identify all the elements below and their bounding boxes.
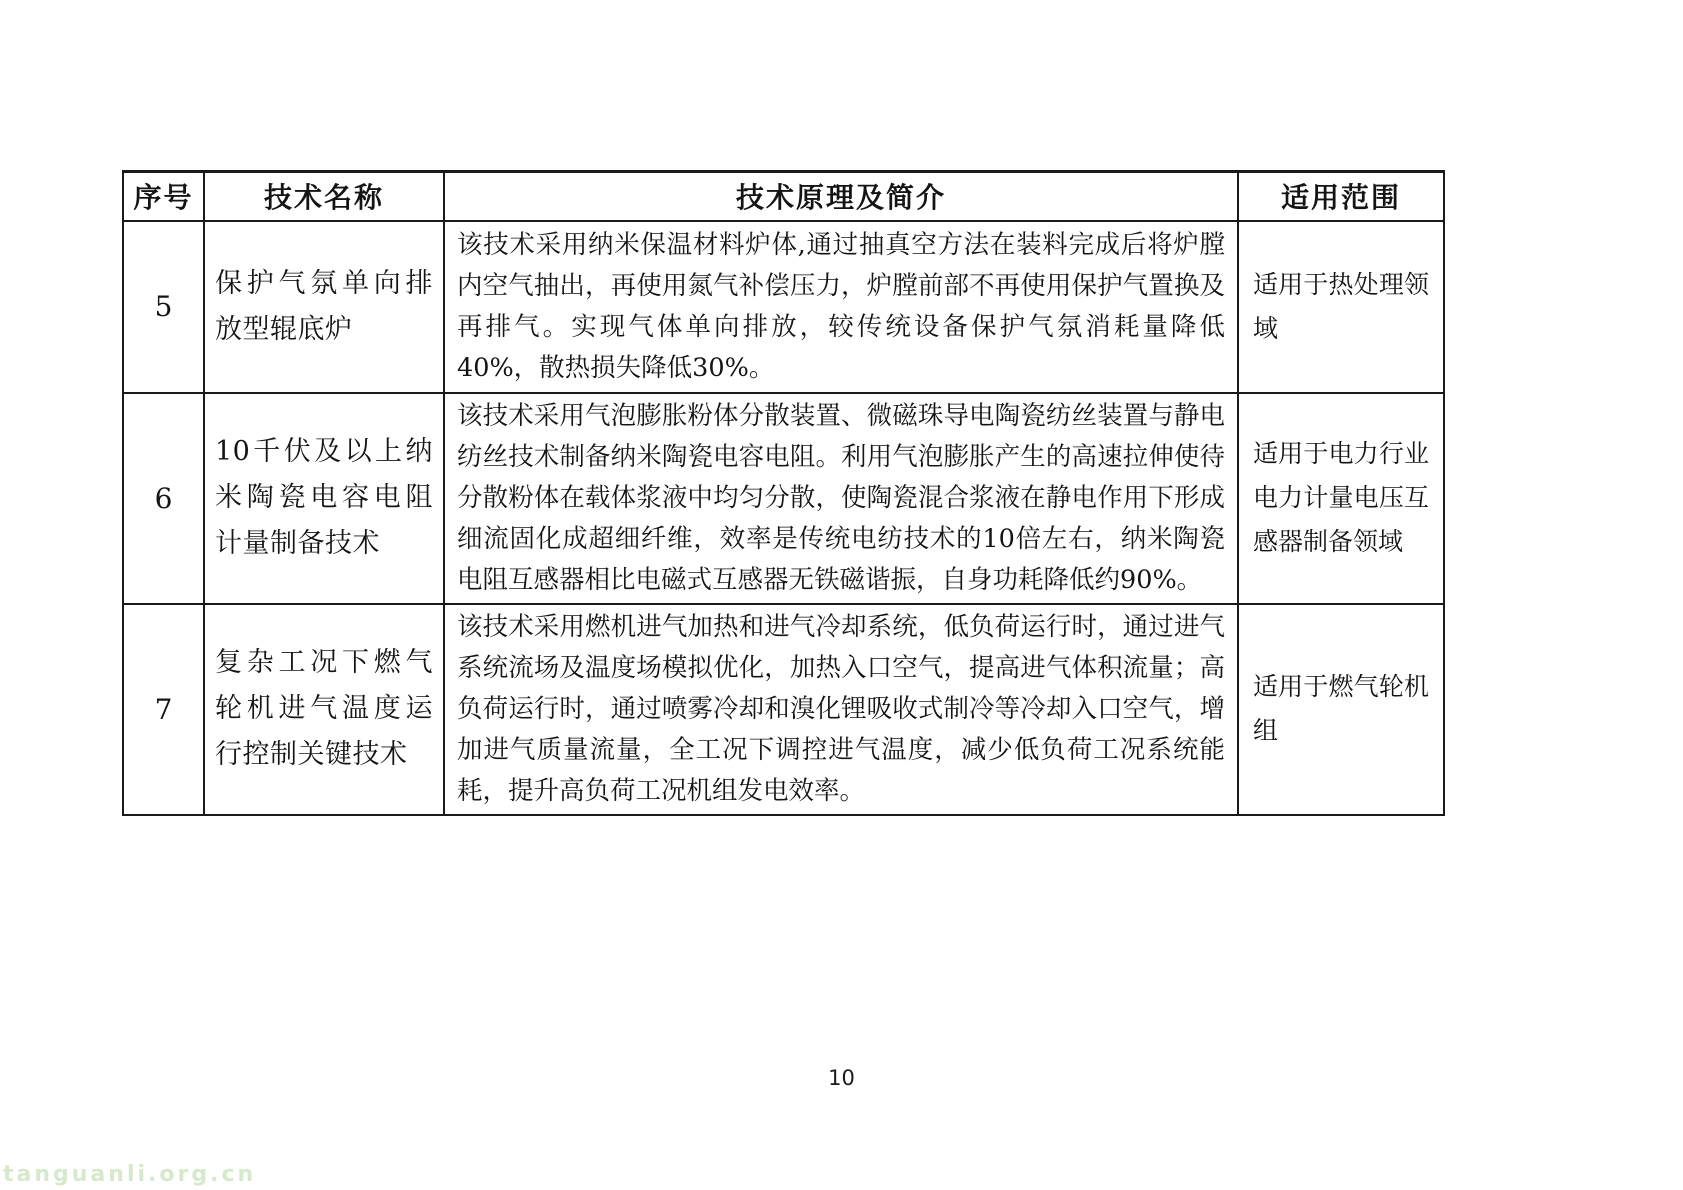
header-tech-name: 技术名称 [204,172,444,221]
scope-cell: 适用于电力行业电力计量电压互感器制备领域 [1238,393,1444,604]
scope-cell: 适用于燃气轮机组 [1238,604,1444,815]
row-number-cell: 6 [123,393,204,604]
tech-desc-cell: 该技术采用燃机进气加热和进气冷却系统，低负荷运行时，通过进气系统流场及温度场模拟优化，加热入口空气，提高进气体积流量；高负荷运行时，通过喷雾冷却和溴化锂吸收式制冷等冷却入口空气，增加进气质量流量，全工况下调控进气温度，减少低负荷工况系统能耗，提升高负荷工况机组发电效率。 [444,604,1238,815]
tech-name-cell: 10千伏及以上纳米陶瓷电容电阻计量制备技术 [204,393,444,604]
page-number: 10 [828,1066,855,1090]
header-scope: 适用范围 [1238,172,1444,221]
scope-cell: 适用于热处理领域 [1238,221,1444,393]
row-number-cell: 5 [123,221,204,393]
header-seq-number: 序号 [123,172,204,221]
tech-desc-cell: 该技术采用气泡膨胀粉体分散装置、微磁珠导电陶瓷纺丝装置与静电纺丝技术制备纳米陶瓷电容电阻。利用气泡膨胀产生的高速拉伸使待分散粉体在载体浆液中均匀分散，使陶瓷混合浆液在静电作用下形成细流固化成超细纤维，效率是传统电纺技术的10倍左右，纳米陶瓷电阻互感器相比电磁式互感器无铁磁谐振，自身功耗降低约90%。 [444,393,1238,604]
technology-table [122,170,1445,816]
table-row [123,221,1444,393]
table-row [123,604,1444,815]
tech-name-cell: 复杂工况下燃气轮机进气温度运行控制关键技术 [204,604,444,815]
table-header-row [123,172,1444,221]
tech-desc-cell: 该技术采用纳米保温材料炉体,通过抽真空方法在装料完成后将炉膛内空气抽出，再使用氮气补偿压力，炉膛前部不再使用保护气置换及再排气。实现气体单向排放，较传统设备保护气氛消耗量降低40%，散热损失降低30%。 [444,221,1238,393]
tech-name-cell: 保护气氛单向排放型辊底炉 [204,221,444,393]
table-row [123,393,1444,604]
header-tech-principle: 技术原理及简介 [444,172,1238,221]
row-number-cell: 7 [123,604,204,815]
watermark: tanguanli.org.cn [3,1162,257,1187]
